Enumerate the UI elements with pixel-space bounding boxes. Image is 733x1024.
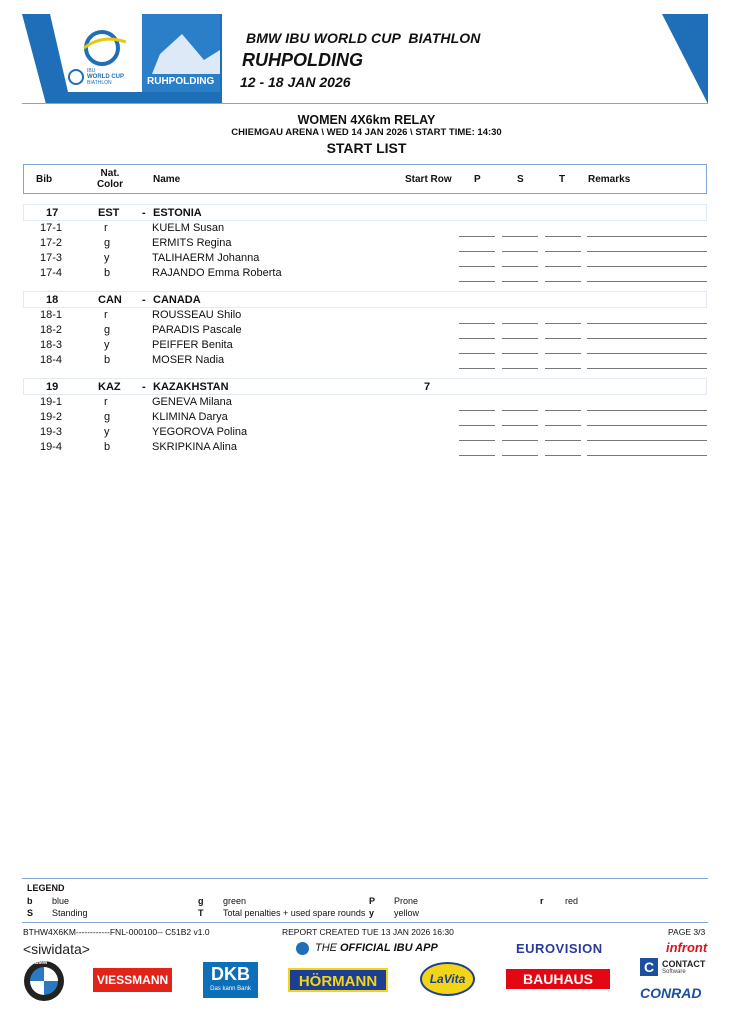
contact-logo-text: CONTACT	[662, 959, 706, 969]
athlete-list	[23, 396, 707, 456]
bmw-logo	[24, 961, 64, 1001]
legend-key: b	[27, 896, 33, 906]
legend-key: r	[540, 896, 544, 906]
entry-line	[587, 425, 707, 426]
team-start-row: 7	[424, 381, 431, 393]
athlete-bib: 19-3	[40, 426, 63, 438]
athlete-bib: 19-2	[40, 411, 63, 423]
ibu-app-text: OFFICIAL IBU APP	[340, 942, 438, 954]
report-created: REPORT CREATED TUE 13 JAN 2026 16:30	[282, 927, 454, 937]
event-logo-banner	[22, 14, 222, 104]
header-divider	[22, 103, 708, 104]
athlete-name: KLIMINA Darya	[152, 411, 228, 423]
entry-line	[502, 353, 538, 354]
athlete-color: y	[104, 252, 110, 264]
ibu-app-icon	[296, 942, 309, 955]
svg-text:RUHPOLDING: RUHPOLDING	[147, 76, 215, 87]
team-row	[23, 291, 707, 308]
entry-line	[459, 440, 495, 441]
lavita-logo: LaVita	[420, 962, 475, 996]
entry-line	[459, 455, 495, 456]
legend-desc: Prone	[394, 896, 419, 906]
ibu-app-logo	[296, 941, 446, 957]
col-nat-color-line2: Color	[96, 179, 124, 190]
entry-line	[587, 338, 707, 339]
athlete-color: g	[104, 324, 111, 336]
athlete-name: SKRIPKINA Alina	[152, 441, 237, 453]
entry-line	[502, 266, 538, 267]
team-name: KAZAKHSTAN	[153, 381, 229, 393]
legend-title: LEGEND	[27, 883, 65, 893]
athlete-color: b	[104, 267, 111, 279]
athlete-bib: 19-4	[40, 441, 63, 453]
viessmann-logo: VIESSMANN	[93, 968, 172, 992]
contact-logo-sub: Software	[662, 969, 686, 975]
col-s: S	[517, 174, 524, 185]
team-row	[23, 378, 707, 395]
athlete-bib: 17-4	[40, 267, 63, 279]
entry-line	[587, 368, 707, 369]
col-nat-color-line1: Nat.	[100, 168, 120, 179]
entry-line	[502, 338, 538, 339]
athlete-name: YEGOROVA Polina	[152, 426, 248, 438]
team-dash: -	[142, 207, 146, 219]
athlete-bib: 17-3	[40, 252, 63, 264]
entry-line	[502, 323, 538, 324]
legend-desc: yellow	[394, 908, 420, 918]
athlete-list	[23, 309, 707, 369]
event-title: BMW IBU WORLD CUP BIATHLON	[246, 30, 481, 46]
athlete-bib: 19-1	[40, 396, 63, 408]
athlete-name: ROUSSEAU Shilo	[152, 309, 242, 321]
hormann-logo: HÖRMANN	[288, 968, 388, 992]
athlete-color: g	[104, 237, 111, 249]
legend-key: P	[369, 896, 376, 906]
svg-text:IBU: IBU	[87, 68, 96, 74]
athlete-color: r	[104, 396, 108, 408]
bauhaus-logo: BAUHAUS	[506, 969, 610, 989]
list-title: START LIST	[326, 140, 407, 156]
entry-line	[545, 353, 581, 354]
entry-line	[587, 266, 707, 267]
entry-line	[459, 266, 495, 267]
entry-line	[459, 236, 495, 237]
entry-line	[459, 368, 495, 369]
team-nat: EST	[98, 207, 120, 219]
entry-line	[545, 323, 581, 324]
race-title: WOMEN 4X6km RELAY	[297, 113, 436, 127]
entry-line	[587, 281, 707, 282]
entry-line	[502, 368, 538, 369]
athlete-color: b	[104, 441, 111, 453]
athlete-name: PARADIS Pascale	[152, 324, 242, 336]
legend-key: g	[198, 896, 204, 906]
legend-desc: Standing	[52, 908, 88, 918]
entry-line	[545, 455, 581, 456]
entry-line	[502, 410, 538, 411]
athlete-name: TALIHAERM Johanna	[152, 252, 260, 264]
entry-line	[545, 236, 581, 237]
entry-line	[502, 440, 538, 441]
header-corner-decoration	[662, 14, 708, 104]
dkb-logo-sub: Das kann Bank	[210, 986, 251, 992]
entry-line	[502, 251, 538, 252]
col-t: T	[559, 174, 566, 185]
entry-line	[587, 440, 707, 441]
athlete-bib: 17-2	[40, 237, 63, 249]
team-bib: 18	[46, 294, 59, 306]
eurovision-logo: EUROVISION	[516, 941, 603, 956]
col-bib: Bib	[36, 174, 53, 185]
entry-line	[502, 425, 538, 426]
team-row	[23, 204, 707, 221]
team-name: CANADA	[153, 294, 201, 306]
athlete-bib: 17-1	[40, 222, 63, 234]
conrad-logo: CONRAD	[640, 985, 702, 1001]
entry-line	[459, 251, 495, 252]
team-dash: -	[142, 381, 146, 393]
legend-divider	[22, 878, 708, 879]
event-place: RUHPOLDING	[242, 50, 363, 70]
contact-software-logo: C CONTACT Software	[640, 958, 708, 978]
entry-line	[545, 281, 581, 282]
entry-line	[587, 236, 707, 237]
col-p: P	[474, 174, 481, 185]
athlete-color: y	[104, 339, 110, 351]
ibu-app-prefix: THE	[315, 942, 341, 954]
entry-line	[545, 266, 581, 267]
team-bib: 19	[46, 381, 59, 393]
team-nat: KAZ	[98, 381, 121, 393]
athlete-name: PEIFFER Benita	[152, 339, 233, 351]
legend-desc: Total penalties + used spare rounds	[223, 908, 366, 918]
legend-desc: green	[223, 896, 247, 906]
team-nat: CAN	[98, 294, 122, 306]
entry-line	[587, 353, 707, 354]
athlete-color: r	[104, 222, 108, 234]
athlete-bib: 18-2	[40, 324, 63, 336]
entry-line	[545, 338, 581, 339]
entry-line	[545, 440, 581, 441]
event-dates: 12 - 18 JAN 2026	[240, 74, 351, 90]
col-start-row: Start Row	[405, 174, 452, 185]
footer-divider	[22, 922, 708, 923]
entry-line	[459, 281, 495, 282]
svg-text:WORLD CUP: WORLD CUP	[87, 74, 124, 80]
page-number: PAGE 3/3	[668, 927, 706, 937]
athlete-color: b	[104, 354, 111, 366]
entry-line	[587, 455, 707, 456]
legend-key: y	[369, 908, 375, 918]
entry-line	[459, 323, 495, 324]
athlete-list	[23, 222, 707, 282]
document-code: BTHW4X6KM------------FNL-000100-- C51B2 v1.0	[23, 927, 210, 937]
dkb-logo-text: DKB	[211, 964, 250, 984]
team-name: ESTONIA	[153, 207, 202, 219]
athlete-name: RAJANDO Emma Roberta	[152, 267, 282, 279]
legend-desc: red	[565, 896, 579, 906]
entry-line	[545, 251, 581, 252]
legend-key: S	[27, 908, 34, 918]
athlete-bib: 18-3	[40, 339, 63, 351]
athlete-bib: 18-4	[40, 354, 63, 366]
entry-line	[587, 323, 707, 324]
race-subtitle: CHIEMGAU ARENA \ WED 14 JAN 2026 \ START TIME: 14:30	[231, 127, 502, 138]
athlete-color: g	[104, 411, 111, 423]
entry-line	[502, 236, 538, 237]
legend-key: T	[198, 908, 204, 918]
athlete-name: GENEVA Milana	[152, 396, 232, 408]
bmw-logo-text: BMW	[35, 960, 48, 966]
entry-line	[545, 368, 581, 369]
athlete-name: KUELM Susan	[152, 222, 225, 234]
entry-line	[587, 410, 707, 411]
entry-line	[587, 251, 707, 252]
col-remarks: Remarks	[588, 174, 631, 185]
col-nat-color	[92, 168, 128, 190]
entry-line	[459, 353, 495, 354]
entry-line	[502, 281, 538, 282]
siwidata-logo: <siwidata>	[23, 941, 90, 957]
legend-desc: blue	[52, 896, 70, 906]
dkb-logo	[203, 962, 258, 998]
entry-line	[459, 410, 495, 411]
athlete-bib: 18-1	[40, 309, 63, 321]
athlete-color: r	[104, 309, 108, 321]
team-bib: 17	[46, 207, 59, 219]
team-dash: -	[142, 294, 146, 306]
athlete-name: MOSER Nadia	[152, 354, 225, 366]
entry-line	[459, 338, 495, 339]
athlete-color: y	[104, 426, 110, 438]
infront-logo: infront	[666, 940, 708, 955]
table-header	[23, 164, 707, 194]
entry-line	[459, 425, 495, 426]
col-name: Name	[153, 174, 181, 185]
svg-text:BIATHLON: BIATHLON	[87, 80, 112, 86]
entry-line	[545, 425, 581, 426]
athlete-name: ERMITS Regina	[152, 237, 232, 249]
entry-line	[545, 410, 581, 411]
entry-line	[502, 455, 538, 456]
